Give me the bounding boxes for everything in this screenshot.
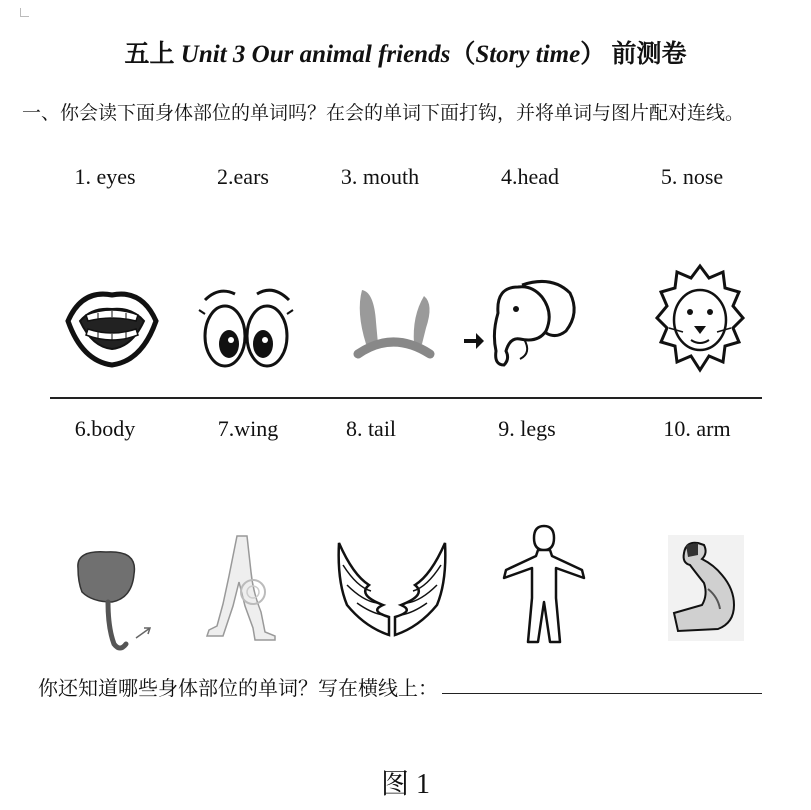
- word-mouth: 3. mouth: [340, 164, 420, 189]
- figure-caption: 图 1: [380, 769, 430, 800]
- question-text: 你还知道哪些身体部位的单词？写在横线上：: [38, 678, 438, 700]
- title-story: Story time: [475, 41, 581, 68]
- word-nose: 5. nose: [660, 164, 724, 189]
- legs-icon: [203, 532, 279, 644]
- word-arm: 10. arm: [663, 416, 731, 441]
- word-head: 4.head: [500, 164, 560, 189]
- title-paren-open: （: [450, 41, 476, 68]
- lion-head-icon: [655, 262, 745, 380]
- word-row-1: [0, 164, 811, 194]
- word-tail: 8. tail: [345, 416, 397, 441]
- word-legs: 9. legs: [498, 416, 556, 441]
- title-en: Unit 3 Our animal friends: [180, 41, 451, 68]
- word-wing: 7.wing: [217, 416, 279, 441]
- instruction-text: 一、你会读下面身体部位的单词吗？在会的单词下面打钩，并将单词与图片配对连线。: [22, 103, 745, 124]
- mouth-icon: [62, 275, 162, 375]
- word-eyes: 1. eyes: [74, 164, 136, 189]
- arm-icon: [668, 535, 744, 641]
- title-suffix: 前测卷: [611, 41, 687, 68]
- word-body: 6.body: [74, 416, 136, 441]
- body-outline-icon: [498, 522, 590, 648]
- corner-mark: [20, 8, 29, 17]
- tail-icon: [72, 548, 156, 658]
- answer-line[interactable]: [442, 693, 762, 694]
- ears-icon: [348, 282, 438, 366]
- title-paren-close: ）: [580, 41, 606, 68]
- eyes-icon: [195, 278, 299, 374]
- page-title: [0, 34, 811, 70]
- section-divider: [50, 397, 762, 399]
- wings-icon: [335, 535, 449, 647]
- word-row-2: [0, 416, 811, 446]
- elephant-head-icon: [462, 273, 584, 375]
- word-ears: 2.ears: [217, 164, 269, 189]
- title-zh: 五上: [124, 41, 175, 68]
